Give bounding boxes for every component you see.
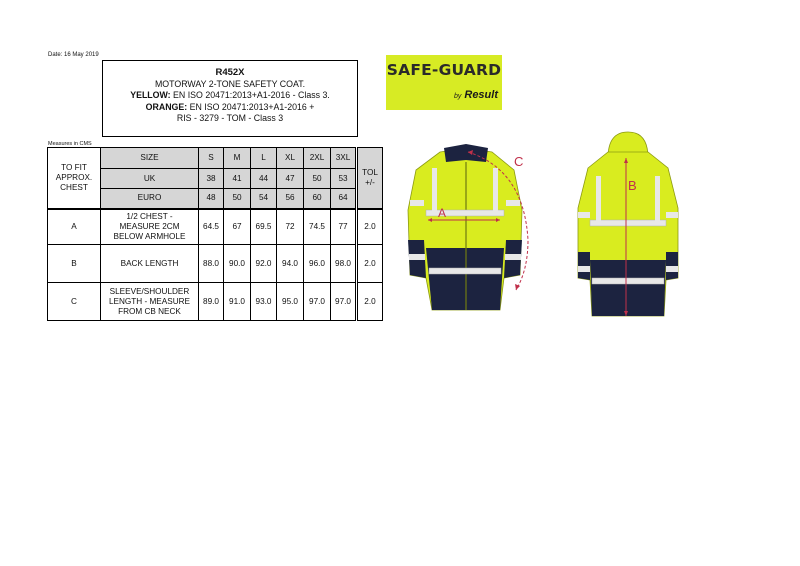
measure-value: 97.0 — [304, 283, 331, 321]
measure-value: 72 — [277, 209, 304, 245]
table-header-row — [48, 148, 383, 169]
header-cell: 38 — [199, 169, 224, 189]
row-label: UK — [101, 169, 199, 189]
measure-value: 88.0 — [199, 245, 224, 283]
tol-label: TOL +/- — [358, 148, 383, 209]
row-label: SIZE — [101, 148, 199, 169]
measure-value: 93.0 — [251, 283, 277, 321]
yellow-standard: YELLOW: EN ISO 20471:2013+A1-2016 - Class 3. — [130, 90, 330, 101]
product-code: R452X — [215, 67, 245, 78]
header-cell: 48 — [199, 189, 224, 209]
measure-value: 77 — [331, 209, 356, 245]
measure-value: 98.0 — [331, 245, 356, 283]
label-c: C — [514, 154, 524, 169]
product-header — [102, 60, 358, 137]
header-cell: 3XL — [331, 148, 356, 169]
measure-value: 91.0 — [224, 283, 251, 321]
tolerance-value: 2.0 — [358, 283, 383, 321]
product-title: MOTORWAY 2-TONE SAFETY COAT. — [154, 78, 306, 89]
orange-standard-line2: RIS - 3279 - TOM - Class 3 — [176, 113, 284, 124]
measure-desc: BACK LENGTH — [101, 245, 199, 283]
fit-label: TO FIT APPROX. CHEST — [48, 148, 101, 209]
table-row — [48, 283, 383, 321]
measure-value: 96.0 — [304, 245, 331, 283]
logo-result: by Result — [453, 89, 498, 101]
measure-value: 94.0 — [277, 245, 304, 283]
measure-value: 69.5 — [251, 209, 277, 245]
measure-value: 90.0 — [224, 245, 251, 283]
header-cell: M — [224, 148, 251, 169]
jacket-back-diagram — [566, 128, 691, 323]
header-cell: L — [251, 148, 277, 169]
table-row — [48, 245, 383, 283]
header-cell: 53 — [331, 169, 356, 189]
measure-value: 74.5 — [304, 209, 331, 245]
header-cell: 56 — [277, 189, 304, 209]
tolerance-value: 2.0 — [358, 209, 383, 245]
header-cell: 2XL — [304, 148, 331, 169]
header-cell: 41 — [224, 169, 251, 189]
table-row — [48, 209, 383, 245]
measure-value: 95.0 — [277, 283, 304, 321]
orange-standard: ORANGE: EN ISO 20471:2013+A1-2016 + — [145, 101, 315, 112]
measure-value: 97.0 — [331, 283, 356, 321]
size-table — [47, 147, 383, 321]
measure-key: A — [48, 209, 101, 245]
measure-value: 64.5 — [199, 209, 224, 245]
measure-key: C — [48, 283, 101, 321]
jacket-front-diagram — [396, 140, 536, 320]
measure-desc: SLEEVE/SHOULDER LENGTH - MEASURE FROM CB NECK — [101, 283, 199, 321]
measure-key: B — [48, 245, 101, 283]
header-cell: 54 — [251, 189, 277, 209]
header-cell: 44 — [251, 169, 277, 189]
header-cell: S — [199, 148, 224, 169]
measures-note: Measures in CMS — [48, 141, 92, 147]
measure-value: 67 — [224, 209, 251, 245]
table-gap — [356, 169, 358, 189]
row-label: EURO — [101, 189, 199, 209]
safeguard-logo — [386, 55, 502, 110]
label-a: A — [438, 206, 447, 220]
header-cell: XL — [277, 148, 304, 169]
header-cell: 64 — [331, 189, 356, 209]
tolerance-value: 2.0 — [358, 245, 383, 283]
header-cell: 60 — [304, 189, 331, 209]
measure-value: 89.0 — [199, 283, 224, 321]
header-cell: 50 — [224, 189, 251, 209]
header-cell: 47 — [277, 169, 304, 189]
date-label: Date: 16 May 2019 — [48, 52, 99, 58]
measure-value: 92.0 — [251, 245, 277, 283]
logo-wordmark: SAFE-GUARD — [386, 61, 502, 79]
measure-desc: 1/2 CHEST - MEASURE 2CM BELOW ARMHOLE — [101, 209, 199, 245]
table-gap — [356, 189, 358, 209]
label-b: B — [628, 178, 637, 193]
header-cell: 50 — [304, 169, 331, 189]
